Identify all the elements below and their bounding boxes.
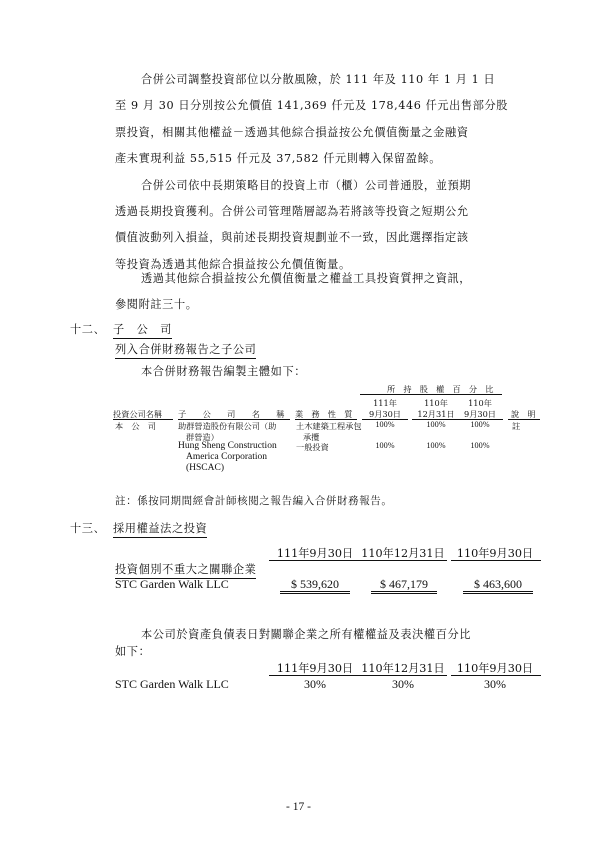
t1-category-label: 投資個別不重大之關聯企業: [115, 561, 256, 579]
row1-p1: 100%: [375, 420, 395, 429]
t1-date-2: 110年12月31日: [361, 547, 445, 560]
paragraph-1-line-1: 合併公司調整投資部位以分散風險，於 111 年及 110 年 1 月 1 日: [141, 73, 496, 86]
t2-date-rule-2: [361, 675, 447, 676]
row1-p3: 100%: [470, 420, 490, 429]
t1-date-rule-1: [269, 560, 361, 561]
pct-header: 所 持 股 權 百 分 比: [387, 384, 494, 394]
row1-business-line-1: 土木建築工程承包: [296, 421, 362, 431]
row1-p2: 100%: [426, 420, 446, 429]
row1-note: 註: [512, 421, 521, 431]
paragraph-2-line-4: 等投資為透過其他綜合損益按公允價值衡量。: [115, 258, 351, 271]
row1-business-line-2: 承攬: [303, 432, 320, 442]
row2-subsidiary-line-1: Hung Sheng Construction: [178, 441, 277, 451]
t2-row-name: STC Garden Walk LLC: [115, 677, 229, 691]
section-13-para-line-1: 本公司於資產負債表日對關聯企業之所有權權益及表決權百分比: [141, 628, 472, 641]
t1-date-rule-2: [361, 560, 447, 561]
col-p1-year: 111年: [373, 398, 397, 408]
paragraph-2-line-2: 透過長期投資獲利。合併公司管理階層認為若將該等投資之短期公允: [115, 205, 469, 218]
paragraph-3-line-2: 參閱附註三十。: [115, 298, 198, 311]
t2-date-rule-1: [269, 675, 361, 676]
t1-date-3: 110年9月30日: [456, 547, 534, 560]
paragraph-3-line-1: 透過其他綜合損益按公允價值衡量之權益工具投資質押之資訊，: [141, 272, 472, 285]
t1-row-name: STC Garden Walk LLC: [115, 577, 229, 591]
table-header-rule-7: [508, 419, 540, 420]
page-number: - 17 -: [286, 801, 311, 813]
col-p3-date: 9月30日: [463, 409, 496, 419]
t1-row-value-1: $ 539,620: [280, 577, 350, 594]
col-p2-date: 12月31日: [417, 409, 455, 419]
col-subsidiary-header: 子 公 司 名 稱: [178, 409, 285, 419]
row2-subsidiary-line-2: America Corporation: [186, 452, 267, 462]
col-investor-header: 投資公司名稱: [113, 409, 163, 419]
section-12-intro: 本合併財務報告編製主體如下：: [141, 365, 307, 378]
t1-row-value-3: $ 463,600: [463, 577, 533, 594]
t2-date-2: 110年12月31日: [361, 662, 445, 675]
row2-p2: 100%: [426, 441, 446, 450]
col-p1-date: 9月30日: [368, 409, 401, 419]
t1-date-1: 111年9月30日: [276, 547, 354, 560]
paragraph-2-line-1: 合併公司依中長期策略目的投資上市（櫃）公司普通股，並預期: [141, 179, 472, 192]
paragraph-2-line-3: 價值波動列入損益，與前述長期投資規劃並不一致，因此選擇指定該: [115, 231, 469, 244]
row1-subsidiary-line-2: 群營造）: [186, 432, 219, 442]
table-header-rule-2: [178, 419, 290, 420]
t2-date-rule-3: [451, 675, 541, 676]
t2-row-value-2: 30%: [392, 677, 414, 691]
t2-date-1: 111年9月30日: [276, 662, 354, 675]
col-p3-year: 110年: [468, 398, 492, 408]
t1-date-rule-3: [451, 560, 541, 561]
row2-subsidiary-line-3: (HSCAC): [186, 463, 225, 473]
row1-investor: 本 公 司: [115, 421, 156, 431]
section-13-para-line-2: 如下：: [115, 645, 151, 658]
section-13-number: 十三、: [70, 522, 106, 535]
t1-row-value-2: $ 467,179: [371, 577, 437, 594]
t2-row-value-1: 30%: [304, 677, 326, 691]
table-header-rule-3: [295, 419, 357, 420]
section-12-title: 子 公 司: [113, 321, 172, 339]
col-p2-year: 110年: [424, 398, 448, 408]
t2-row-value-3: 30%: [484, 677, 506, 691]
section-12-number: 十二、: [70, 323, 106, 336]
section-13-title: 採用權益法之投資: [113, 520, 207, 538]
pct-header-rule: [360, 394, 502, 395]
section-12-subtitle: 列入合併財務報告之子公司: [115, 341, 256, 359]
col-business-header: 業 務 性 質: [295, 409, 353, 419]
row1-subsidiary-line-1: 助群營造股份有限公司（助: [178, 421, 277, 431]
table-header-rule-1: [113, 419, 173, 420]
paragraph-1-line-3: 票投資，相關其他權益－透過其他綜合損益按公允價值衡量之金融資: [115, 126, 469, 139]
t2-date-3: 110年9月30日: [456, 662, 534, 675]
row2-p3: 100%: [470, 441, 490, 450]
row2-business: 一般投資: [296, 442, 329, 452]
section-12-footnote: 註：係按同期間經會計師核閱之報告編入合併財務報告。: [115, 495, 393, 507]
paragraph-1-line-4: 產未實現利益 55,515 仟元及 37,582 仟元則轉入保留盈餘。: [115, 152, 442, 165]
row2-p1: 100%: [375, 441, 395, 450]
col-note-header: 說 明: [511, 409, 536, 419]
paragraph-1-line-2: 至 9 月 30 日分別按公允價值 141,369 仟元及 178,446 仟元出售部分股: [115, 99, 509, 112]
